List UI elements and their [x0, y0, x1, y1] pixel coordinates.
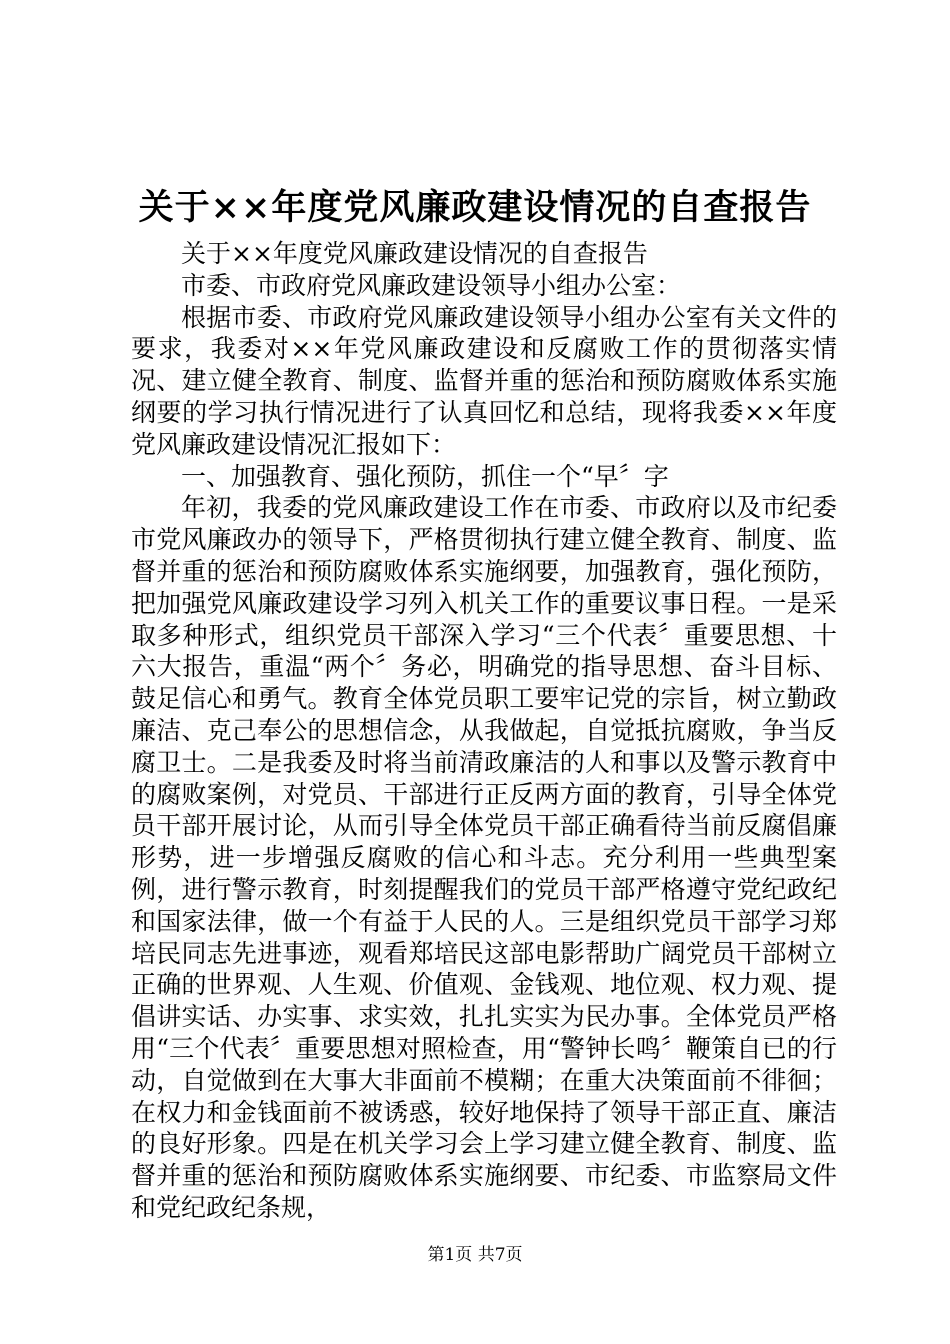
paragraph-addressee: 市委、市政府党风廉政建设领导小组办公室： [181, 270, 682, 300]
paragraph-subtitle: 关于××年度党风廉政建设情况的自查报告 [181, 239, 648, 268]
paragraph-section-1-body: 年初，我委的党风廉政建设工作在市委、市政府以及市纪委市党风廉政办的领导下，严格贯彻执行建立健全教育、制度、监督并重的惩治和预防腐败体系实施纲要，加强教育，强化预防，把加强党风廉政建设学习列入机关工作的重要议事日程。一是采取多种形式，组织党员干部深入学习“三个代表〞重要思想、十六大报告，重温“两个〞务必，明确党的指导思想、奋斗目标、鼓足信心和勇气。教育全体党员职工要牢记党的宗旨，树立勤政廉洁、克己奉公的思想信念，从我做起，自觉抵抗腐败，争当反腐卫士。二是我委及时将当前清政廉洁的人和事以及警示教育中的腐败案例，对党员、干部进行正反两方面的教育，引导全体党员干部开展讨论，从而引导全体党员干部正确看待当前反腐倡廉形势，进一步增强反腐败的信心和斗志。充分利用一些典型案例，进行警示教育，时刻提醒我们的党员干部严格遵守党纪政纪和国家法律，做一个有益于人民的人。三是组织党员干部学习郑培民同志先进事迹，观看郑培民这部电影帮助广阔党员干部树立正确的世界观、人生观、价值观、金钱观、地位观、权力观、提倡讲实话、办实事、求实效，扎扎实实为民办事。全体党员严格用“三个代表〞重要思想对照检查，用“警钟长鸣〞鞭策自已的行动，自觉做到在大事大非面前不模糊；在重大决策面前不徘徊；在权力和金钱面前不被诱惑，较好地保持了领导干部正直、廉洁的良好形象。四是在机关学习会上学习建立健全教育、制度、监督并重的惩治和预防腐败体系实施纲要、市纪委、市监察局文件和党纪政纪条规， [131, 493, 837, 1222]
paragraph-intro: 根据市委、市政府党风廉政建设领导小组办公室有关文件的要求，我委对××年党风廉政建设和反腐败工作的贯彻落实情况、建立健全教育、制度、监督并重的惩治和预防腐败体系实施纲要的学习执行情况进行了认真回忆和总结，现将我委××年度党风廉政建设情况汇报如下： [131, 302, 837, 459]
page-footer: 第1页 共7页 [427, 1245, 523, 1265]
document-body [131, 238, 837, 1224]
document-title: 关于××年度党风廉政建设情况的自查报告 [138, 187, 812, 228]
section-heading-1: 一、加强教育、强化预防，抓住一个“早〞字 [181, 461, 669, 491]
